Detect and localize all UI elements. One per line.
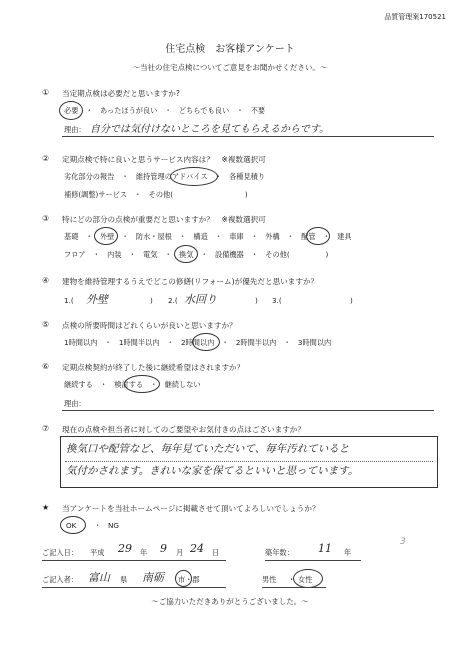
q6-reason-underline: [62, 410, 434, 411]
q1-selected-circle: [59, 101, 83, 120]
q3-selected-circle-piping: [306, 227, 330, 245]
person-label: ご記入者：: [42, 575, 78, 584]
q3-line2: フロア ・ 内装 ・ 電気 ・ 換気 ・ 設備機器 ・ その他( ): [64, 250, 329, 259]
date-month-value: 9: [160, 542, 167, 555]
date-year-value: 29: [118, 542, 132, 555]
q4-label2: 2.(: [168, 296, 178, 305]
q4-answer1: 外壁: [86, 293, 108, 306]
q6-options: 継続する ・ 検討する ・ 継続しない: [64, 380, 201, 389]
city-selected-circle: [175, 570, 192, 587]
q3-selected-circle-exterior-wall: [94, 227, 118, 245]
q4-question: 建物を維持管理するうえでどこの修繕(リフォーム)が優先だと思いますか？: [62, 277, 319, 286]
q2-number: ②: [42, 154, 50, 163]
q6-reason-label: 理由：: [64, 399, 86, 408]
prefecture-value: 富山: [88, 571, 110, 584]
q3-number: ③: [42, 214, 50, 223]
date-day-unit: 日: [212, 548, 220, 557]
q8-separator: ・: [94, 521, 102, 530]
gender-selected-circle: [293, 569, 323, 588]
date-label: ご記入日：: [42, 548, 78, 557]
q1-options: 必要 ・ あったほうが良い ・ どちらでも良い ・ 不要: [64, 106, 266, 115]
q4-number: ④: [42, 276, 50, 285]
q7-number: ⑦: [42, 424, 50, 433]
q8-ng: NG: [108, 521, 119, 530]
q4-close1: ): [150, 296, 153, 305]
q1-question: 当定期点検は必要だと思いますか?: [62, 89, 180, 98]
q5-selected-circle: [192, 333, 220, 351]
q6-number: ⑥: [42, 362, 50, 371]
building-age-value: 11: [318, 542, 332, 555]
q6-selected-circle: [124, 375, 160, 393]
control-number: 品質管理案170521: [384, 13, 446, 21]
q2-question: 定期点検で特に良いと思うサービス内容は？ ※複数選択可: [62, 155, 266, 164]
q5-options: 1時間以内 ・ 1時間半以内 ・ 2時間以内 ・ 2時間半以内 ・ 3時間以内: [64, 338, 332, 347]
q8-selected-circle: [60, 516, 86, 534]
q3-line1: 基礎 ・ 外壁 ・ 防水・屋根 ・ 構造 ・ 車庫 ・ 外構 ・ 配管 ・ 建具: [64, 232, 352, 241]
q4-label1: 1.(: [64, 296, 74, 305]
q1-number: ①: [42, 88, 50, 97]
q7-answer-line1: 換気口や配管など、毎年見ていただいて、毎年汚れていると: [66, 443, 350, 455]
q1-reason-underline: [62, 136, 434, 137]
q5-question: 点検の所要時間はどれくらいが良いと思いますか？: [62, 321, 237, 330]
q4-answer2: 水回り: [184, 293, 217, 306]
city-value: 南砺: [142, 571, 164, 584]
q8-star-marker: ★: [42, 503, 50, 512]
q7-answer-guide-line: [65, 461, 433, 462]
corner-handwritten-mark: 3: [400, 537, 406, 547]
q3-question: 特にどの部分の点検が重要だと思いますか？ ※複数選択可: [62, 215, 266, 224]
prefecture-unit: 県: [120, 575, 128, 584]
date-year-unit: 年: [140, 548, 148, 557]
form-title: 住宅点検 お客様アンケート: [165, 44, 295, 55]
city-unit: 市・郡: [178, 575, 200, 584]
closing-message: ～ご協力いただきありがとうございました。～: [151, 597, 309, 606]
q3-selected-circle-ventilation: [174, 245, 198, 263]
q2-selected-circle: [170, 167, 218, 186]
person-underline: [42, 587, 226, 588]
q2-line2: 補修(調整)サービス ・ その他( ): [64, 190, 248, 199]
form-subtitle: ～当社の住宅点検についてご意見をお聞かせください。～: [132, 63, 328, 72]
date-day-value: 24: [190, 542, 204, 555]
gender-male: 男性: [262, 575, 277, 584]
gender-female: 女性: [298, 575, 313, 584]
gender-separator: ・: [288, 575, 296, 584]
q5-number: ⑤: [42, 320, 50, 329]
q2-line1: 劣化部分の報告 ・ 維持管理のアドバイス ・ 各種見積り: [64, 172, 266, 181]
q8-question: 当アンケートを当社ホームページに掲載させて頂いてよろしいでしょうか？: [62, 504, 320, 513]
date-month-unit: 月: [176, 548, 184, 557]
date-underline: [42, 560, 226, 561]
gender-underline: [262, 587, 326, 588]
q1-reason-answer: 自分では気付けないところを見てもらえるからです。: [90, 124, 330, 135]
q1-reason-label: 理由：: [64, 125, 86, 134]
q7-answer-line2: 気付かされます。きれいな家を保てるといいと思っています。: [66, 465, 359, 477]
q7-question: 現在の点検や担当者に対してのご要望やお気付きの点はございますか？: [62, 425, 305, 434]
q4-close3: ): [350, 296, 353, 305]
date-era: 平成: [90, 548, 105, 557]
q4-label3: 3.(: [272, 296, 282, 305]
building-age-underline: [265, 560, 361, 561]
q8-ok: OK: [66, 521, 77, 530]
building-age-unit: 年: [344, 548, 352, 557]
building-age-label: 築年数：: [265, 548, 294, 557]
q6-question: 定期点検契約が終了した後に継続希望はされますか？: [62, 363, 245, 372]
q4-close2: ): [255, 296, 258, 305]
